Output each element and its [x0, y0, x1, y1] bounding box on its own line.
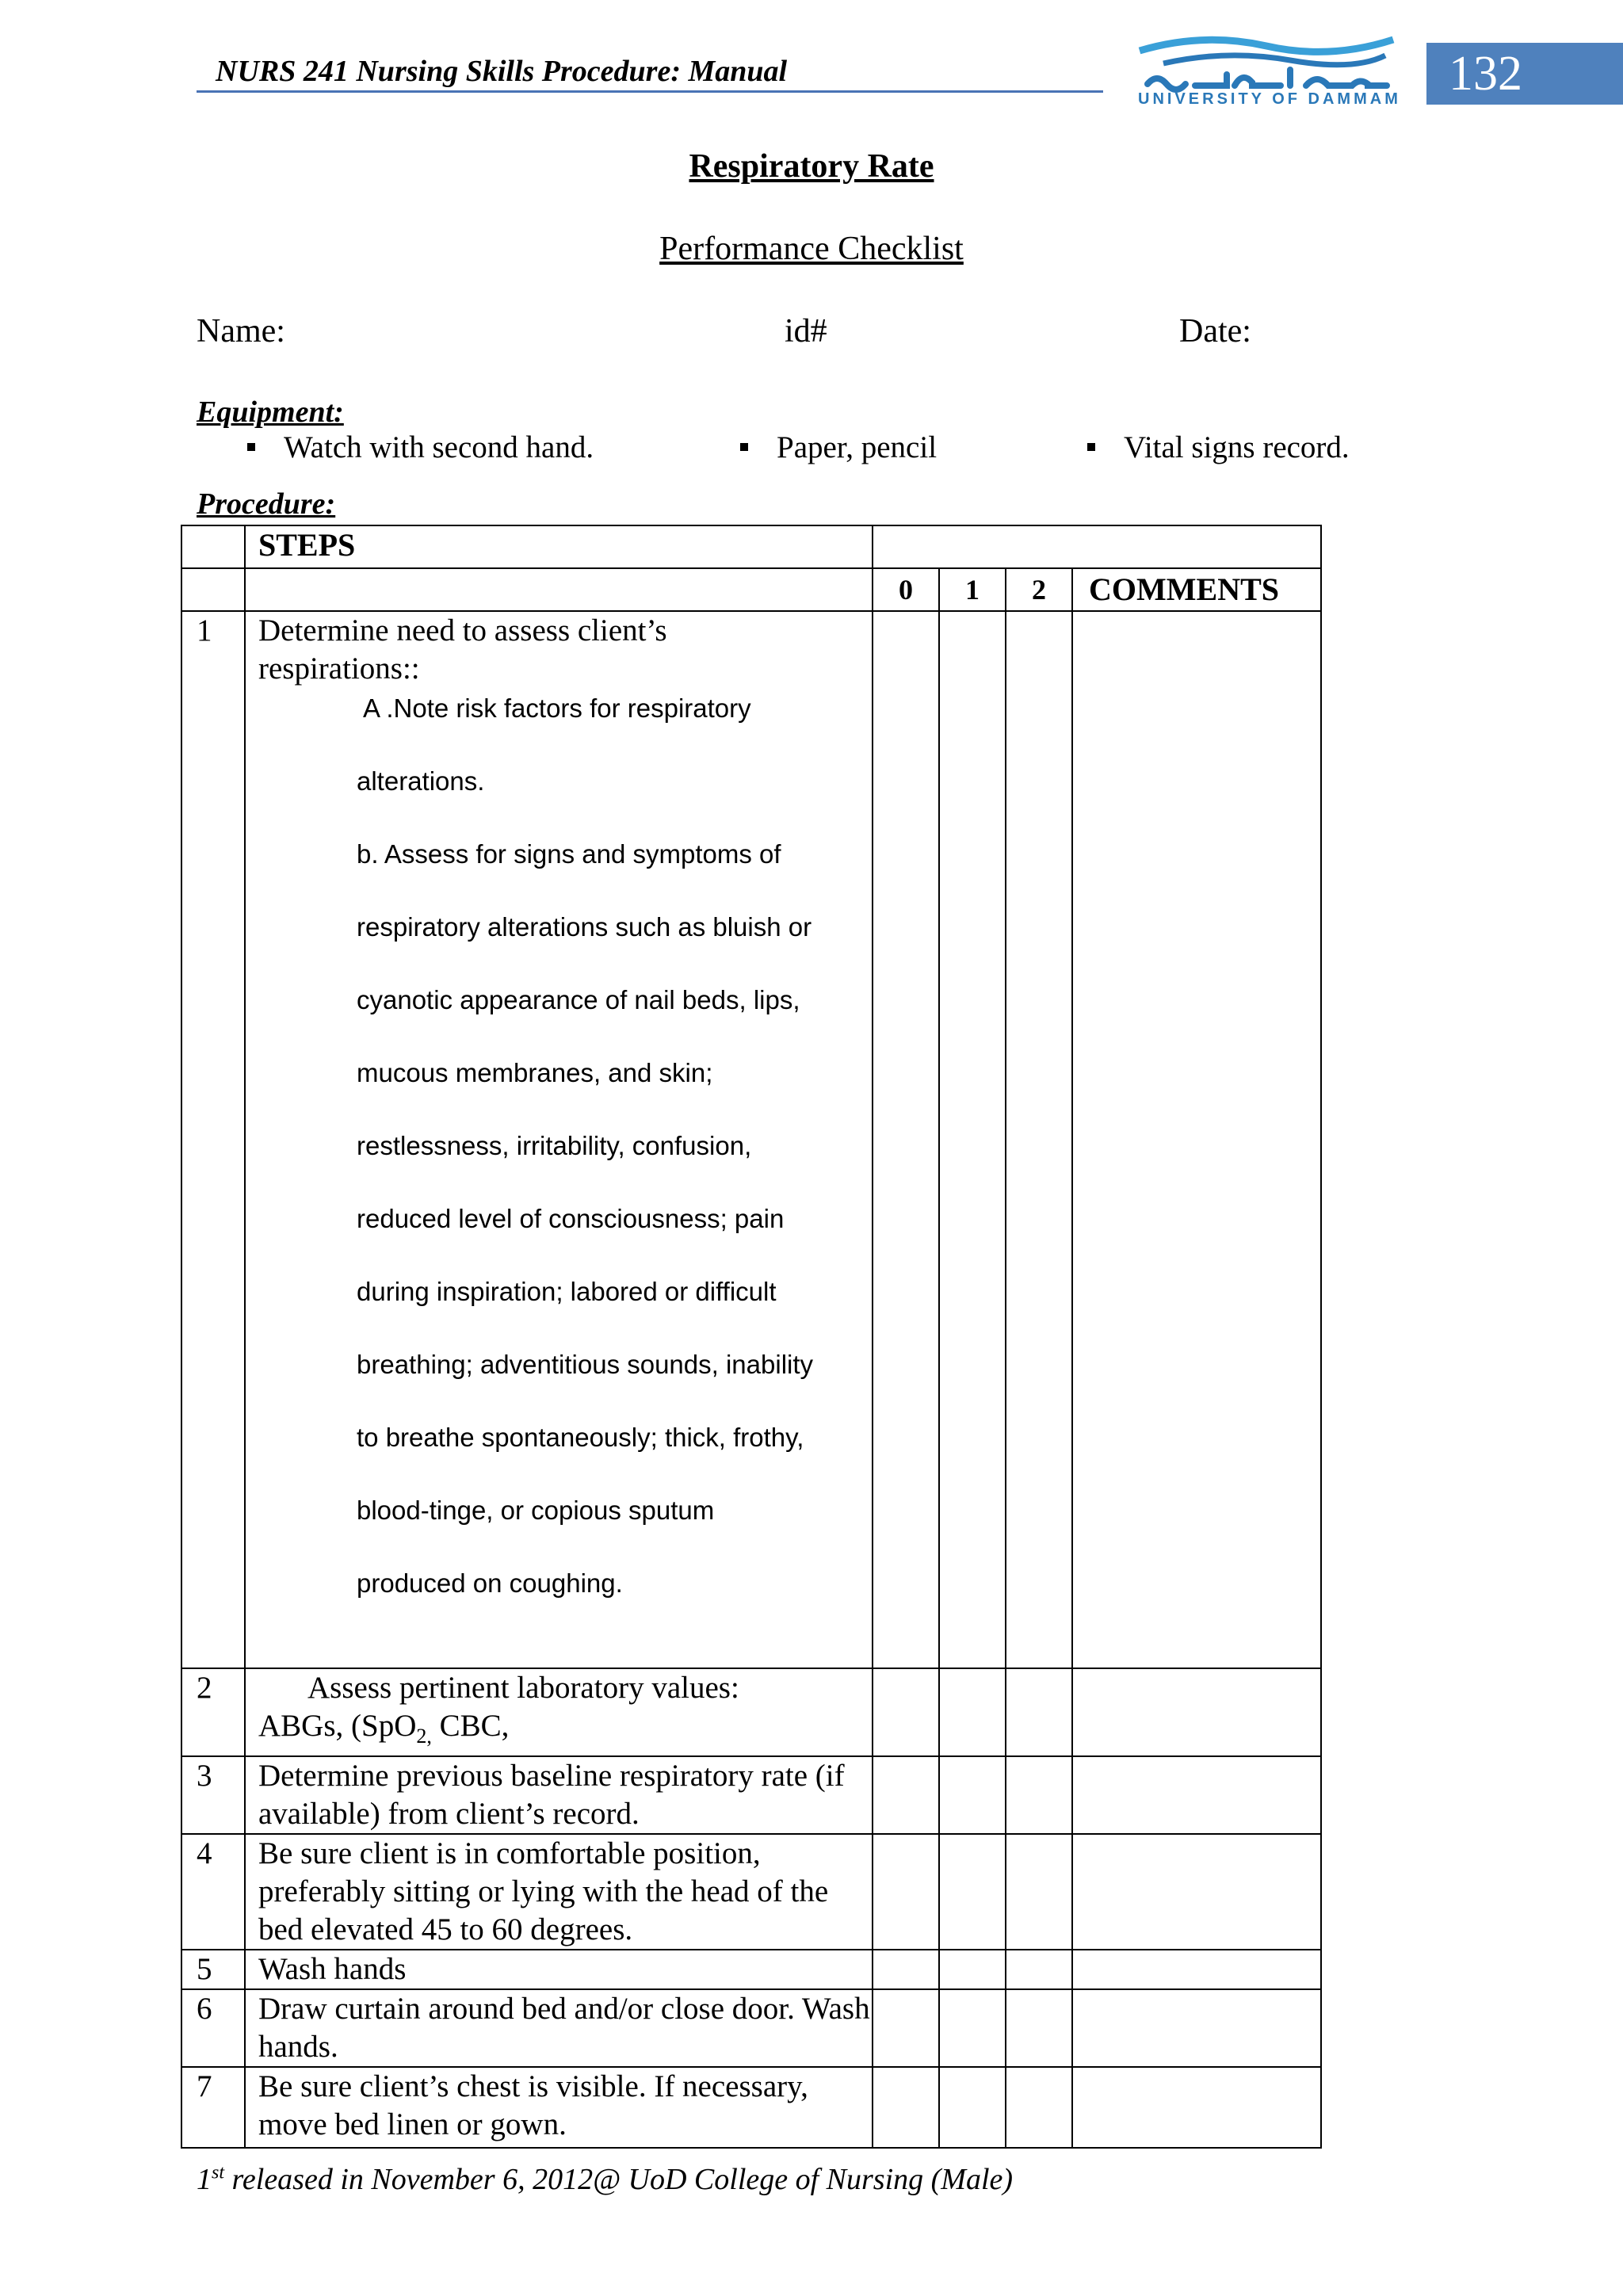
name-field-label: Name:: [197, 313, 285, 350]
step-text: [245, 611, 873, 1668]
list-item: respiratory alterations such as bluish or: [357, 912, 812, 942]
equipment-heading: Equipment:: [197, 395, 344, 429]
step-number: 3: [181, 1756, 245, 1834]
course-title: NURS 241 Nursing Skills Procedure: Manual: [216, 55, 788, 88]
table-cell: [873, 525, 1321, 568]
bullet-icon: [1087, 443, 1095, 451]
table-row: [181, 1668, 1321, 1756]
page-number: 132: [1426, 43, 1623, 105]
list-item: cyanotic appearance of nail beds, lips,: [357, 985, 800, 1014]
step-number: 4: [181, 1834, 245, 1950]
score-header-1: 1: [939, 568, 1006, 611]
step-number: 6: [181, 1989, 245, 2067]
score-cell[interactable]: [939, 1989, 1006, 2067]
list-item: b. Assess for signs and symptoms of: [357, 839, 781, 869]
step-text: [245, 1668, 873, 1756]
list-item: blood-tinge, or copious sputum: [357, 1496, 715, 1525]
table-row: [181, 611, 1321, 1668]
comments-cell[interactable]: [1072, 1950, 1321, 1989]
step-description: Determine previous baseline respiratory rate (if available) from client’s record.: [245, 1756, 873, 1834]
score-cell[interactable]: [1006, 2067, 1072, 2148]
list-item: breathing; adventitious sounds, inability: [357, 1350, 814, 1379]
table-row: [181, 2067, 1321, 2148]
step-number: 7: [181, 2067, 245, 2148]
score-cell[interactable]: [873, 1668, 939, 1756]
score-cell[interactable]: [873, 2067, 939, 2148]
step-description: Assess pertinent laboratory values:: [307, 1671, 739, 1705]
comments-header: COMMENTS: [1072, 568, 1321, 611]
score-cell[interactable]: [873, 611, 939, 1668]
list-item: restlessness, irritability, confusion,: [357, 1131, 752, 1160]
comments-cell[interactable]: [1072, 1989, 1321, 2067]
list-item: reduced level of consciousness; pain: [357, 1204, 785, 1233]
table-row: [181, 1834, 1321, 1950]
procedure-checklist-table: [181, 525, 1322, 2149]
list-item: to breathe spontaneously; thick, frothy,: [357, 1423, 804, 1452]
table-cell: [245, 568, 873, 611]
bullet-icon: [247, 443, 255, 451]
step-number: 1: [181, 611, 245, 1668]
score-cell[interactable]: [939, 1756, 1006, 1834]
steps-header: STEPS: [245, 525, 873, 568]
comments-cell[interactable]: [1072, 1756, 1321, 1834]
score-header-2: 2: [1006, 568, 1072, 611]
step-description: Be sure client is in comfortable position, preferably sitting or lying with the head of the bed elevated 45 to 60 degrees.: [245, 1834, 873, 1950]
score-cell[interactable]: [939, 611, 1006, 1668]
list-item: alterations.: [357, 766, 485, 796]
score-cell[interactable]: [1006, 1989, 1072, 2067]
equipment-item: Paper, pencil: [740, 430, 937, 465]
comments-cell[interactable]: [1072, 1834, 1321, 1950]
table-cell: [181, 525, 245, 568]
list-item: mucous membranes, and skin;: [357, 1058, 713, 1087]
comments-cell[interactable]: [1072, 1668, 1321, 1756]
score-cell[interactable]: [873, 1756, 939, 1834]
logo-text: UNIVERSITY OF DAMMAM: [1138, 90, 1401, 108]
procedure-heading: Procedure:: [197, 487, 336, 521]
comments-cell[interactable]: [1072, 2067, 1321, 2148]
release-footer: 1st released in November 6, 2012@ UoD College of Nursing (Male): [197, 2162, 1014, 2196]
step-description: Draw curtain around bed and/or close door. Wash hands.: [245, 1989, 873, 2067]
score-cell[interactable]: [1006, 1668, 1072, 1756]
id-field-label: id#: [785, 313, 827, 350]
equipment-item: Watch with second hand.: [247, 430, 594, 465]
step-number: 2: [181, 1668, 245, 1756]
table-header-row: [181, 568, 1321, 611]
list-item: produced on coughing.: [357, 1568, 623, 1598]
step-description: Wash hands: [245, 1950, 873, 1989]
score-header-0: 0: [873, 568, 939, 611]
bullet-icon: [740, 443, 748, 451]
score-cell[interactable]: [1006, 611, 1072, 1668]
table-cell: [181, 568, 245, 611]
date-field-label: Date:: [1179, 313, 1251, 350]
score-cell[interactable]: [939, 1668, 1006, 1756]
list-item: during inspiration; labored or difficult: [357, 1277, 777, 1306]
document-subtitle: Performance Checklist: [659, 231, 964, 267]
table-row: [181, 1756, 1321, 1834]
score-cell[interactable]: [939, 1834, 1006, 1950]
score-cell[interactable]: [873, 1989, 939, 2067]
table-row: [181, 1950, 1321, 1989]
score-cell[interactable]: [1006, 1834, 1072, 1950]
step-description: Determine need to assess client’s respirations::: [258, 613, 667, 686]
equipment-item: Vital signs record.: [1087, 430, 1350, 465]
list-item: A .Note risk factors for respiratory: [363, 693, 751, 723]
score-cell[interactable]: [873, 1834, 939, 1950]
score-cell[interactable]: [1006, 1950, 1072, 1989]
step-description: Be sure client’s chest is visible. If necessary, move bed linen or gown.: [245, 2067, 873, 2148]
comments-cell[interactable]: [1072, 611, 1321, 1668]
step-number: 5: [181, 1950, 245, 1989]
header-rule: [197, 90, 1103, 93]
score-cell[interactable]: [939, 2067, 1006, 2148]
document-title: Respiratory Rate: [689, 148, 934, 185]
score-cell[interactable]: [1006, 1756, 1072, 1834]
step-sub-list: [258, 672, 872, 1652]
table-header-row: [181, 525, 1321, 568]
score-cell[interactable]: [939, 1950, 1006, 1989]
table-row: [181, 1989, 1321, 2067]
score-cell[interactable]: [873, 1950, 939, 1989]
step-description-line2: ABGs, (SpO$_{2,}$ CBC,: [258, 1709, 510, 1748]
